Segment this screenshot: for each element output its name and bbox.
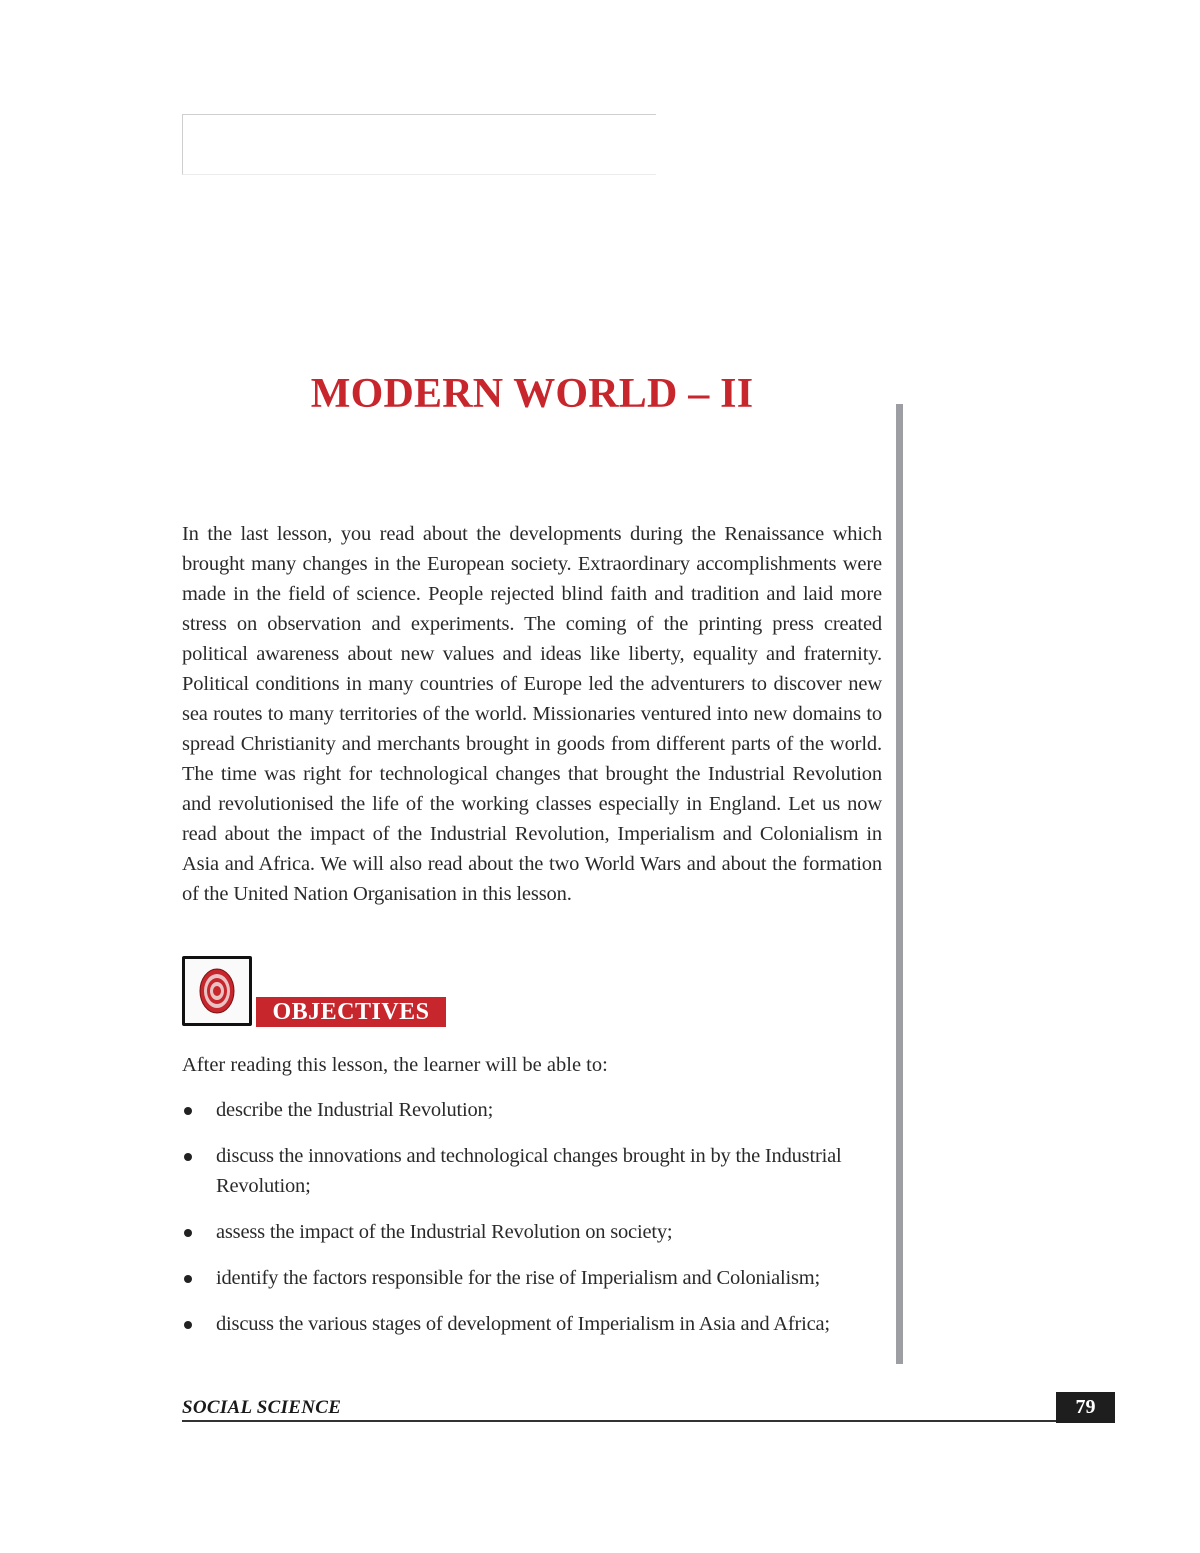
- bullet-icon: [184, 1229, 192, 1237]
- list-item: [182, 1141, 882, 1201]
- page-number: 79: [1056, 1392, 1115, 1423]
- objective-text: identify the factors responsible for the rise of Imperialism and Colonialism;: [216, 1267, 821, 1289]
- bullet-icon: [184, 1107, 192, 1115]
- objectives-lead: After reading this lesson, the learner will be able to:: [182, 1054, 608, 1076]
- margin-rule: [896, 404, 903, 1364]
- objectives-list: [182, 1095, 882, 1355]
- objective-text: describe the Industrial Revolution;: [216, 1099, 494, 1121]
- list-item: [182, 1309, 882, 1339]
- footer-subject: SOCIAL SCIENCE: [182, 1397, 342, 1418]
- bullet-icon: [184, 1153, 192, 1161]
- intro-paragraph: In the last lesson, you read about the developments during the Renaissance which brought many changes in the European society. Extraordinary accomplishments were made in the field of science. People rejected blind faith and tradition and laid more stress on observation and experiments. The coming of the printing press created political awareness about new values and ideas like liberty, equality and fraternity. Political conditions in many countries of Europe led the adventurers to discover new sea routes to many territories of the world. Missionaries ventured into new domains to spread Christianity and merchants brought in goods from different parts of the world. The time was right for technological changes that brought the Industrial Revolution and revolutionised the life of the working classes especially in England. Let us now read about the impact of the Industrial Revolution, Imperialism and Colonialism in Asia and Africa. We will also read about the two World Wars and about the formation of the United Nation Organisation in this lesson.: [182, 523, 882, 905]
- objective-text: discuss the various stages of development of Imperialism in Asia and Africa;: [216, 1313, 830, 1335]
- list-item: [182, 1095, 882, 1125]
- objectives-heading: OBJECTIVES: [256, 997, 446, 1027]
- bullet-icon: [184, 1321, 192, 1329]
- list-item: [182, 1217, 882, 1247]
- page-title: MODERN WORLD – II: [310, 371, 754, 417]
- objective-text: assess the impact of the Industrial Revolution on society;: [216, 1221, 673, 1243]
- target-icon: [182, 956, 252, 1026]
- list-item: [182, 1263, 882, 1293]
- header-frame: [182, 114, 656, 175]
- bullet-icon: [184, 1275, 192, 1283]
- footer-divider: [182, 1420, 1056, 1422]
- objective-text: discuss the innovations and technological changes brought in by the Industrial Revolution;: [216, 1145, 842, 1197]
